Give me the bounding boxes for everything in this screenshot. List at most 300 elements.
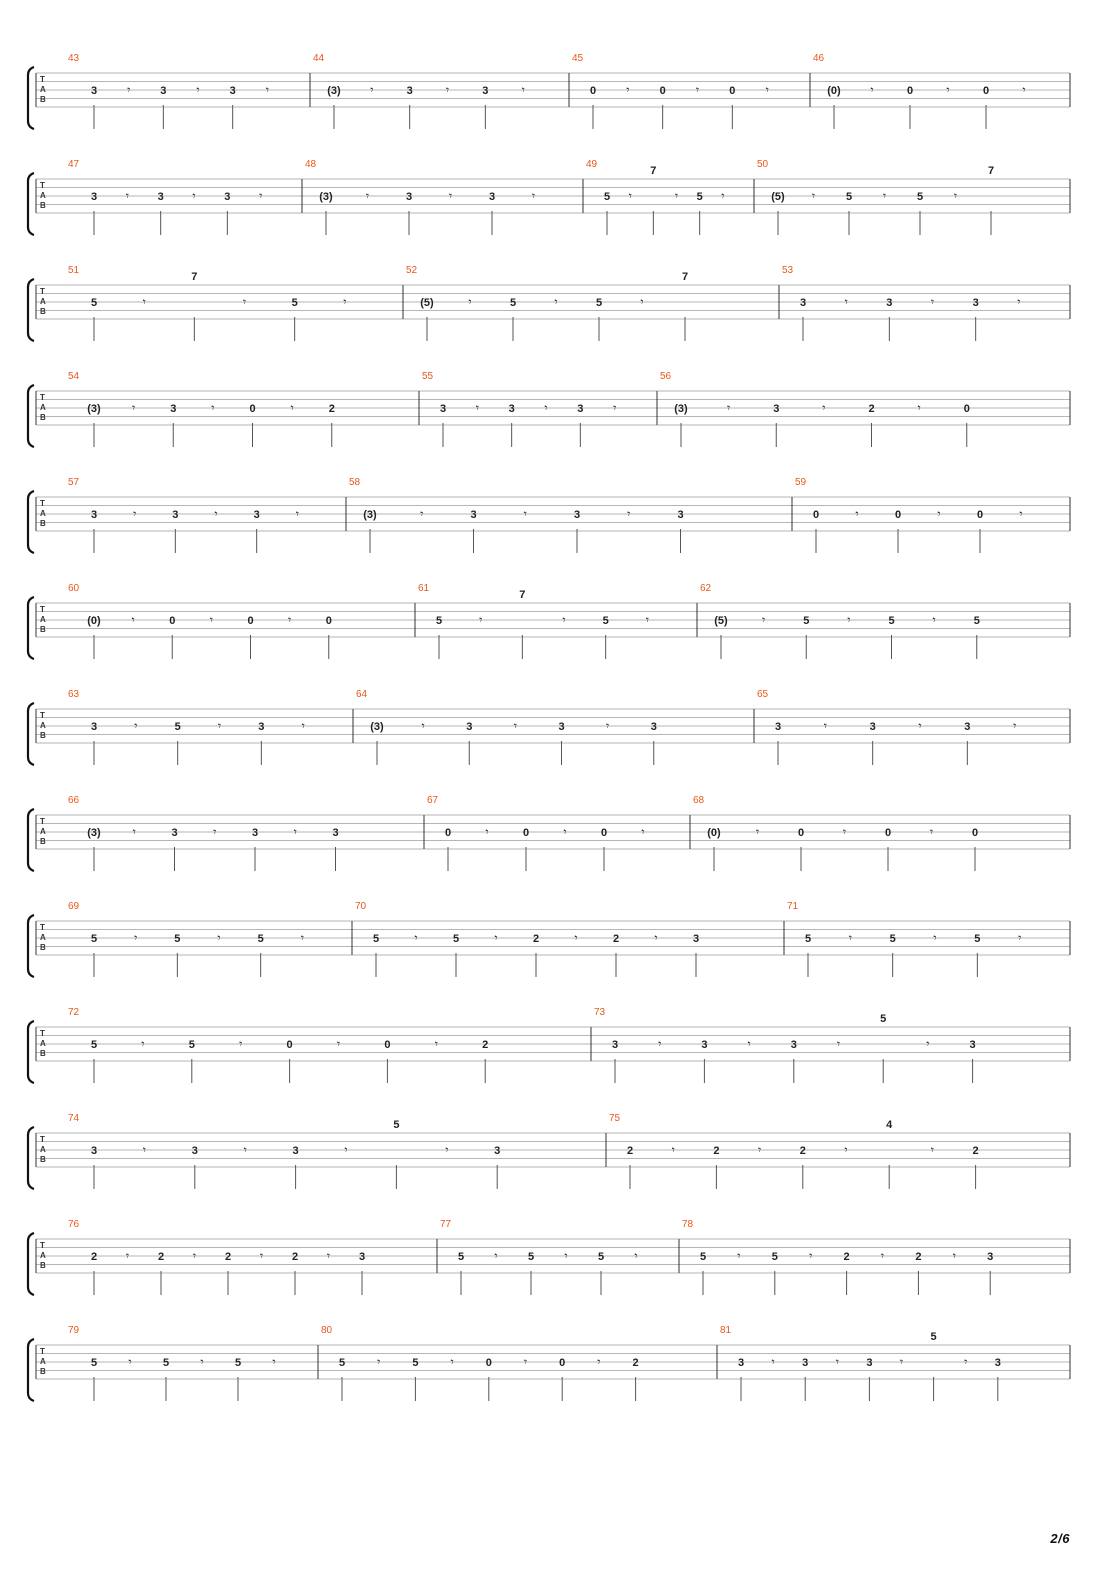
measure-number: 67 [427, 795, 439, 806]
rest-symbol: 𝄾 [127, 83, 131, 97]
fret-number: (5) [771, 191, 785, 203]
fret-number: 0 [729, 85, 736, 97]
rest-symbol: 𝄾 [1022, 83, 1026, 97]
system-bracket [28, 385, 34, 447]
tab-clef-letter: T [40, 605, 45, 614]
fret-number: 3 [790, 1039, 797, 1051]
measure-number: 54 [68, 371, 80, 382]
fret-number: 0 [589, 85, 597, 97]
tab-clef-letter: B [40, 1367, 46, 1376]
fret-number: 3 [964, 721, 971, 733]
system-bracket [28, 173, 34, 235]
fret-number: 0 [971, 827, 979, 839]
fret-number: 3 [482, 85, 489, 97]
fret-number: 5 [527, 1251, 535, 1263]
fret-number: 5 [889, 933, 896, 945]
measure-number: 45 [572, 53, 584, 64]
fret-number: 3 [251, 827, 259, 839]
rest-symbol: 𝄾 [811, 189, 816, 203]
tab-clef-letter: B [40, 943, 46, 952]
fret-number: 0 [559, 1357, 566, 1369]
rest-symbol: 𝄾 [192, 189, 196, 203]
rest-symbol: 𝄾 [562, 613, 566, 627]
fret-number: 3 [802, 1357, 809, 1369]
rest-symbol: 𝄾 [420, 507, 424, 521]
fret-number: 3 [292, 1145, 299, 1157]
rest-symbol: 𝄾 [468, 295, 472, 309]
fret-number: 0 [600, 827, 608, 839]
rest-symbol: 𝄾 [671, 1143, 675, 1157]
fret-number: 0 [894, 509, 902, 521]
tab-system [28, 371, 1070, 447]
fret-number: 0 [812, 509, 820, 521]
tab-system [28, 1007, 1070, 1083]
fret-number: 0 [963, 403, 970, 415]
fret-number: 0 [976, 509, 984, 521]
tab-clef-letter: A [40, 1039, 46, 1048]
rest-symbol: 𝄾 [918, 719, 922, 733]
rest-symbol: 𝄾 [626, 83, 630, 97]
fret-number: 5 [597, 1251, 605, 1263]
tab-clef-letter: T [40, 393, 45, 402]
measure-number: 80 [321, 1325, 333, 1336]
fret-number: 5 [888, 615, 895, 627]
fret-number: 3 [677, 509, 684, 521]
measure-number: 44 [313, 53, 325, 64]
fret-number: 3 [774, 721, 782, 733]
measure-number: 51 [68, 265, 80, 276]
fret-number: (3) [87, 403, 101, 415]
tab-clef-letter: A [40, 297, 46, 306]
fret-number: 0 [325, 615, 332, 627]
rest-symbol: 𝄾 [929, 825, 934, 839]
rest-symbol: 𝄾 [1019, 507, 1023, 521]
fret-number: 2 [157, 1251, 165, 1263]
fret-number: 5 [452, 933, 460, 945]
fret-number: 5 [509, 297, 517, 309]
system-bracket [28, 1127, 34, 1189]
tab-clef-letter: B [40, 1261, 46, 1270]
fret-number: 5 [90, 297, 98, 309]
measure-number: 53 [782, 265, 794, 276]
tab-clef-letter: T [40, 1241, 45, 1250]
rest-symbol: 𝄾 [217, 719, 222, 733]
fret-number: 3 [332, 827, 339, 839]
measure-number: 70 [355, 901, 367, 912]
fret-number: 4 [886, 1119, 893, 1131]
fret-number: 0 [884, 827, 892, 839]
fret-number: 2 [972, 1145, 979, 1157]
fret-number: 5 [699, 1251, 707, 1263]
rest-symbol: 𝄾 [930, 295, 935, 309]
rest-symbol: 𝄾 [288, 613, 292, 627]
fret-number: 2 [868, 403, 875, 415]
fret-number: 5 [602, 615, 609, 627]
rest-symbol: 𝄾 [1018, 931, 1022, 945]
fret-number: 5 [291, 297, 298, 309]
fret-number: (3) [319, 191, 333, 203]
rest-symbol: 𝄾 [479, 613, 483, 627]
fret-number: 2 [224, 1251, 232, 1263]
system-bracket [28, 597, 34, 659]
fret-number: 3 [229, 85, 236, 97]
measure-number: 55 [422, 371, 434, 382]
rest-symbol: 𝄾 [658, 1037, 662, 1051]
rest-symbol: 𝄾 [485, 825, 489, 839]
rest-symbol: 𝄾 [933, 931, 937, 945]
rest-symbol: 𝄾 [494, 931, 498, 945]
fret-number: 2 [626, 1145, 634, 1157]
rest-symbol: 𝄾 [964, 1355, 968, 1369]
fret-number: 7 [650, 165, 657, 177]
fret-number: 5 [595, 297, 603, 309]
rest-symbol: 𝄾 [899, 1355, 904, 1369]
fret-number: 3 [969, 1039, 976, 1051]
system-bracket [28, 915, 34, 977]
fret-number: 7 [987, 165, 995, 177]
fret-number: 3 [650, 721, 657, 733]
rest-symbol: 𝄾 [563, 825, 567, 839]
fret-number: 3 [488, 191, 496, 203]
rest-symbol: 𝄾 [937, 507, 941, 521]
tab-clef-letter: A [40, 85, 46, 94]
tab-clef-letter: A [40, 509, 46, 518]
tab-clef-letter: T [40, 711, 45, 720]
rest-symbol: 𝄾 [727, 401, 731, 415]
measure-number: 66 [68, 795, 80, 806]
rest-symbol: 𝄾 [1013, 719, 1017, 733]
rest-symbol: 𝄾 [370, 83, 374, 97]
fret-number: 3 [170, 403, 177, 415]
fret-number: 0 [906, 85, 914, 97]
rest-symbol: 𝄾 [213, 825, 217, 839]
measure-number: 81 [720, 1325, 732, 1336]
tab-system [28, 583, 1070, 659]
tab-clef-letter: A [40, 933, 46, 942]
fret-number: 3 [799, 297, 807, 309]
rest-symbol: 𝄾 [343, 295, 347, 309]
fret-number: (5) [714, 615, 728, 627]
system-bracket [28, 1021, 34, 1083]
fret-number: 5 [162, 1357, 170, 1369]
rest-symbol: 𝄾 [141, 1037, 145, 1051]
measure-number: 62 [700, 583, 712, 594]
rest-symbol: 𝄾 [847, 613, 851, 627]
rest-symbol: 𝄾 [125, 1249, 130, 1263]
measure-number: 48 [305, 159, 317, 170]
fret-number: (3) [674, 403, 688, 415]
rest-symbol: 𝄾 [132, 401, 136, 415]
fret-number: 5 [804, 933, 812, 945]
fret-number: 3 [886, 297, 893, 309]
rest-symbol: 𝄾 [142, 295, 146, 309]
fret-number: 3 [466, 721, 473, 733]
tab-system [28, 1113, 1070, 1189]
fret-number: 5 [188, 1039, 195, 1051]
fret-number: 3 [406, 85, 413, 97]
rest-symbol: 𝄾 [634, 1249, 638, 1263]
fret-number: 0 [384, 1039, 391, 1051]
fret-number: 2 [328, 403, 335, 415]
tab-clef-letter: A [40, 827, 46, 836]
tab-system [28, 1219, 1070, 1295]
measure-number: 63 [68, 689, 80, 700]
fret-number: 2 [532, 933, 540, 945]
measure-number: 43 [68, 53, 80, 64]
fret-number: 2 [632, 1357, 639, 1369]
fret-number: 7 [191, 271, 198, 283]
tab-clef-letter: T [40, 817, 45, 826]
rest-symbol: 𝄾 [134, 931, 138, 945]
fret-number: 5 [845, 191, 853, 203]
tab-clef-letter: A [40, 1251, 46, 1260]
rest-symbol: 𝄾 [930, 1143, 935, 1157]
fret-number: 5 [803, 615, 810, 627]
rest-symbol: 𝄾 [606, 719, 610, 733]
fret-number: 5 [603, 191, 611, 203]
fret-number: 5 [880, 1013, 887, 1025]
fret-number: 5 [393, 1119, 400, 1131]
tab-clef-letter: T [40, 287, 45, 296]
rest-symbol: 𝄾 [531, 189, 536, 203]
fret-number: 0 [247, 615, 254, 627]
tab-clef-letter: T [40, 923, 45, 932]
fret-number: 3 [701, 1039, 708, 1051]
tab-clef-letter: B [40, 413, 46, 422]
fret-number: 5 [338, 1357, 346, 1369]
fret-number: 5 [90, 1357, 98, 1369]
rest-symbol: 𝄾 [953, 189, 958, 203]
fret-number: 3 [987, 1251, 994, 1263]
measure-number: 47 [68, 159, 80, 170]
tab-system [28, 159, 1070, 235]
measure-number: 79 [68, 1325, 80, 1336]
fret-number: 0 [982, 85, 990, 97]
rest-symbol: 𝄾 [640, 295, 644, 309]
tab-clef-letter: A [40, 403, 46, 412]
fret-number: 3 [692, 933, 700, 945]
tab-system [28, 477, 1070, 553]
rest-symbol: 𝄾 [421, 719, 425, 733]
tab-clef-letter: T [40, 181, 45, 190]
fret-number: 0 [444, 827, 452, 839]
rest-symbol: 𝄾 [214, 507, 218, 521]
fret-number: (0) [707, 827, 721, 839]
rest-symbol: 𝄾 [554, 295, 558, 309]
rest-symbol: 𝄾 [654, 931, 658, 945]
fret-number: 0 [169, 615, 176, 627]
tab-clef-letter: B [40, 519, 46, 528]
fret-number: 5 [372, 933, 380, 945]
fret-number: (0) [827, 85, 841, 97]
fret-number: 2 [843, 1251, 850, 1263]
measure-number: 52 [406, 265, 418, 276]
fret-number: 3 [191, 1145, 198, 1157]
rest-symbol: 𝄾 [192, 1249, 197, 1263]
rest-symbol: 𝄾 [765, 83, 769, 97]
rest-symbol: 𝄾 [259, 189, 263, 203]
rest-symbol: 𝄾 [448, 189, 453, 203]
fret-number: 3 [494, 1145, 501, 1157]
tab-clef-letter: T [40, 499, 45, 508]
rest-symbol: 𝄾 [855, 507, 859, 521]
rest-symbol: 𝄾 [823, 719, 827, 733]
measure-number: 77 [440, 1219, 452, 1230]
fret-number: 3 [994, 1357, 1001, 1369]
fret-number: 3 [866, 1357, 873, 1369]
fret-number: 3 [90, 509, 98, 521]
fret-number: 5 [412, 1357, 419, 1369]
rest-symbol: 𝄾 [475, 401, 479, 415]
measure-number: 59 [795, 477, 807, 488]
rest-symbol: 𝄾 [544, 401, 548, 415]
rest-symbol: 𝄾 [128, 1355, 132, 1369]
fret-number: 2 [90, 1251, 98, 1263]
tab-system [28, 689, 1070, 765]
rest-symbol: 𝄾 [134, 719, 138, 733]
fret-number: 2 [799, 1145, 806, 1157]
fret-number: 5 [974, 933, 981, 945]
rest-symbol: 𝄾 [737, 1249, 741, 1263]
rest-symbol: 𝄾 [747, 1037, 751, 1051]
fret-number: 3 [439, 403, 447, 415]
fret-number: 5 [457, 1251, 465, 1263]
rest-symbol: 𝄾 [513, 719, 517, 733]
fret-number: 5 [916, 191, 924, 203]
tab-clef-letter: T [40, 1029, 45, 1038]
fret-number: 3 [253, 509, 260, 521]
rest-symbol: 𝄾 [952, 1249, 956, 1263]
measure-number: 57 [68, 477, 80, 488]
tab-clef-letter: T [40, 1135, 45, 1144]
rest-symbol: 𝄾 [842, 825, 847, 839]
fret-number: 2 [482, 1039, 489, 1051]
rest-symbol: 𝄾 [809, 1249, 813, 1263]
fret-number: 3 [224, 191, 231, 203]
tab-clef-letter: T [40, 75, 45, 84]
measure-number: 74 [68, 1113, 80, 1124]
rest-symbol: 𝄾 [882, 189, 887, 203]
rest-symbol: 𝄾 [414, 931, 418, 945]
rest-symbol: 𝄾 [434, 1037, 438, 1051]
rest-symbol: 𝄾 [521, 83, 525, 97]
fret-number: 3 [508, 403, 515, 415]
rest-symbol: 𝄾 [301, 719, 305, 733]
fret-number: 3 [172, 509, 179, 521]
rest-symbol: 𝄾 [265, 83, 269, 97]
rest-symbol: 𝄾 [880, 1249, 885, 1263]
fret-number: 3 [773, 403, 780, 415]
rest-symbol: 𝄾 [336, 1037, 341, 1051]
tab-clef-letter: A [40, 615, 46, 624]
tab-clef-letter: B [40, 307, 46, 316]
tab-clef-letter: B [40, 201, 46, 210]
fret-number: (5) [420, 297, 434, 309]
tab-system [28, 901, 1070, 977]
rest-symbol: 𝄾 [239, 1037, 243, 1051]
rest-symbol: 𝄾 [142, 1143, 147, 1157]
rest-symbol: 𝄾 [209, 613, 213, 627]
measure-number: 68 [693, 795, 705, 806]
measure-number: 76 [68, 1219, 80, 1230]
fret-number: 3 [470, 509, 477, 521]
rest-symbol: 𝄾 [564, 1249, 568, 1263]
fret-number: 3 [171, 827, 178, 839]
fret-number: 7 [519, 589, 526, 601]
fret-number: 5 [234, 1357, 242, 1369]
rest-symbol: 𝄾 [377, 1355, 381, 1369]
tab-system [28, 53, 1070, 129]
tab-clef-letter: B [40, 625, 46, 634]
rest-symbol: 𝄾 [295, 507, 299, 521]
rest-symbol: 𝄾 [300, 931, 304, 945]
fret-number: 5 [435, 615, 443, 627]
rest-symbol: 𝄾 [836, 1037, 841, 1051]
rest-symbol: 𝄾 [272, 1355, 276, 1369]
rest-symbol: 𝄾 [597, 1355, 601, 1369]
rest-symbol: 𝄾 [917, 401, 921, 415]
fret-number: 0 [522, 827, 530, 839]
rest-symbol: 𝄾 [771, 1355, 775, 1369]
measure-number: 69 [68, 901, 80, 912]
system-bracket [28, 67, 34, 129]
rest-symbol: 𝄾 [494, 1249, 498, 1263]
fret-number: 5 [174, 721, 181, 733]
fret-number: 3 [611, 1039, 619, 1051]
measure-number: 61 [418, 583, 430, 594]
fret-number: 3 [737, 1357, 745, 1369]
tab-clef-letter: A [40, 1357, 46, 1366]
tab-clef-letter: B [40, 1155, 46, 1164]
rest-symbol: 𝄾 [344, 1143, 348, 1157]
rest-symbol: 𝄾 [211, 401, 215, 415]
rest-symbol: 𝄾 [326, 1249, 331, 1263]
rest-symbol: 𝄾 [641, 825, 645, 839]
rest-symbol: 𝄾 [200, 1355, 204, 1369]
fret-number: 3 [90, 721, 98, 733]
rest-symbol: 𝄾 [721, 189, 725, 203]
measure-number: 58 [349, 477, 361, 488]
fret-number: 3 [972, 297, 979, 309]
fret-number: 3 [869, 721, 876, 733]
rest-symbol: 𝄾 [523, 507, 527, 521]
tab-system [28, 795, 1070, 871]
system-bracket [28, 279, 34, 341]
fret-number: 5 [90, 1039, 98, 1051]
rest-symbol: 𝄾 [523, 1355, 528, 1369]
measure-number: 49 [586, 159, 598, 170]
fret-number: 2 [291, 1251, 299, 1263]
rest-symbol: 𝄾 [445, 1143, 449, 1157]
measure-number: 71 [787, 901, 799, 912]
measure-number: 50 [757, 159, 769, 170]
fret-number: 5 [696, 191, 703, 203]
system-bracket [28, 1339, 34, 1401]
rest-symbol: 𝄾 [365, 189, 370, 203]
measure-number: 64 [356, 689, 368, 700]
rest-symbol: 𝄾 [870, 83, 874, 97]
fret-number: (0) [87, 615, 101, 627]
fret-number: 5 [771, 1251, 778, 1263]
fret-number: 3 [90, 1145, 98, 1157]
page-number: 2/6 [1050, 1531, 1070, 1546]
rest-symbol: 𝄾 [293, 825, 297, 839]
rest-symbol: 𝄾 [125, 189, 129, 203]
rest-symbol: 𝄾 [242, 295, 247, 309]
rest-symbol: 𝄾 [613, 401, 617, 415]
rest-symbol: 𝄾 [132, 825, 136, 839]
measure-number: 78 [682, 1219, 694, 1230]
